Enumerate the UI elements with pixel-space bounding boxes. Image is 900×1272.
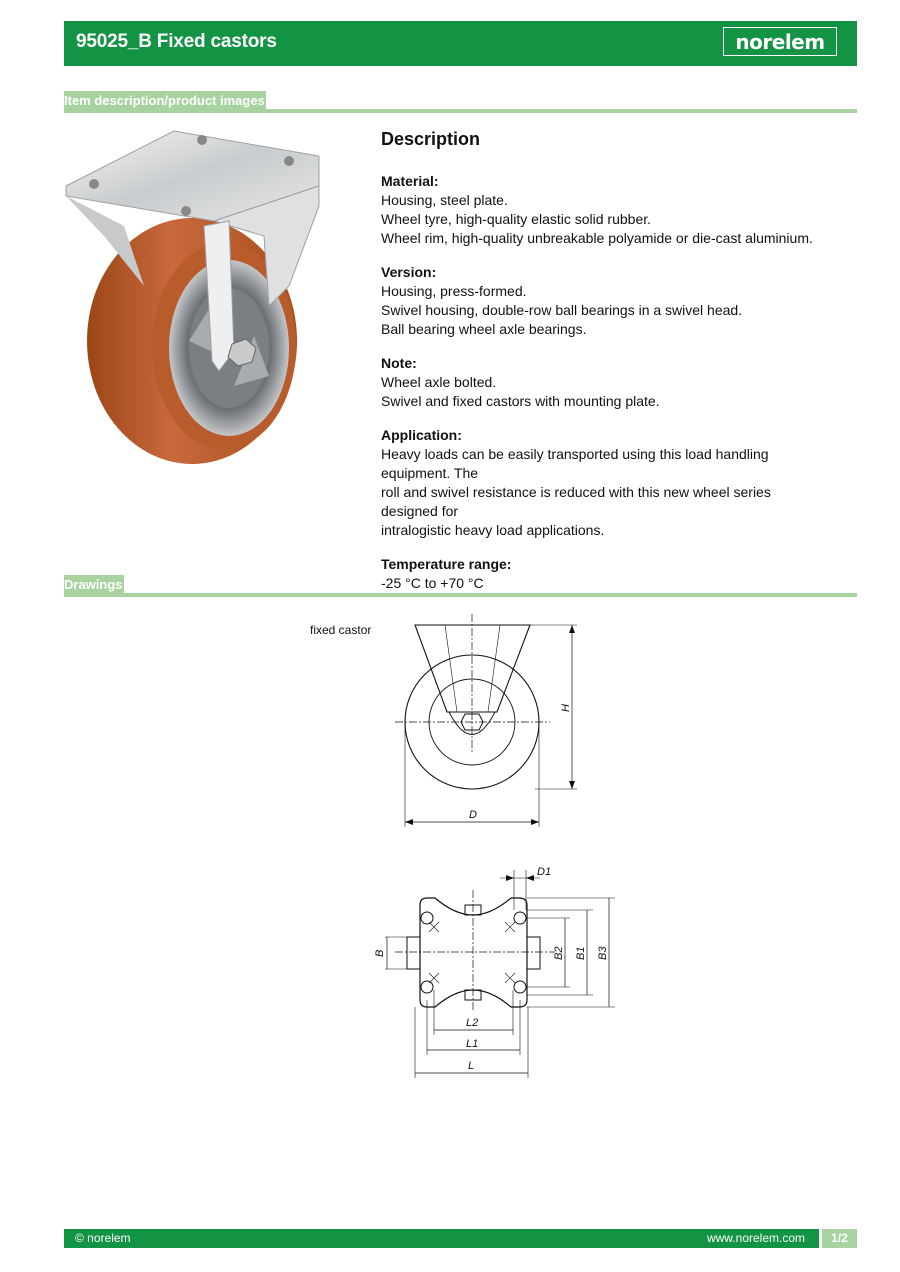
top-view-drawing bbox=[365, 860, 625, 1085]
dim-b1: B1 bbox=[575, 946, 587, 960]
description-title: Description bbox=[381, 129, 481, 149]
page-number: 1/2 bbox=[819, 1229, 857, 1248]
block-heading: Temperature range: bbox=[381, 556, 512, 572]
dim-h: H bbox=[560, 704, 572, 712]
section-divider bbox=[64, 593, 857, 597]
product-image bbox=[64, 126, 334, 471]
dim-d: D bbox=[469, 809, 477, 821]
block-line: Ball bearing wheel axle bearings. bbox=[381, 321, 587, 337]
plate-outline bbox=[420, 898, 527, 1007]
block-line: -25 °C to +70 °C bbox=[381, 575, 484, 591]
website-link[interactable]: www.norelem.com bbox=[706, 1231, 805, 1245]
block-line: Wheel axle bolted. bbox=[381, 374, 497, 390]
block-heading: Version: bbox=[381, 264, 437, 280]
logo-text: norelem bbox=[735, 29, 825, 54]
block-line: Housing, press-formed. bbox=[381, 283, 527, 299]
material-block bbox=[381, 172, 831, 248]
block-heading: Material: bbox=[381, 173, 439, 189]
block-line: Housing, steel plate. bbox=[381, 192, 508, 208]
header-bar bbox=[64, 21, 857, 66]
copyright: © norelem bbox=[75, 1231, 131, 1245]
bolt-hole bbox=[421, 912, 433, 924]
block-line: intralogistic heavy load applications. bbox=[381, 522, 605, 538]
dim-l: L bbox=[468, 1060, 475, 1072]
dim-d1: D1 bbox=[537, 866, 552, 878]
version-block bbox=[381, 263, 831, 339]
dim-b: B bbox=[374, 949, 386, 957]
block-line: Swivel and fixed castors with mounting plate. bbox=[381, 393, 660, 409]
application-block bbox=[381, 426, 831, 540]
side-view-drawing bbox=[385, 612, 595, 832]
block-heading: Application: bbox=[381, 427, 462, 443]
dim-b2: B2 bbox=[553, 946, 565, 960]
dim-b3: B3 bbox=[597, 946, 609, 960]
bolt-hole bbox=[421, 981, 433, 993]
block-line: roll and swivel resistance is reduced with this new wheel series designed for bbox=[381, 484, 771, 519]
temperature-block bbox=[381, 555, 831, 593]
footer-bar bbox=[64, 1229, 857, 1248]
block-line: Wheel tyre, high-quality elastic solid rubber. bbox=[381, 211, 652, 227]
block-line: Wheel rim, high-quality unbreakable polyamide or die-cast aluminium. bbox=[381, 230, 813, 246]
note-block bbox=[381, 354, 831, 411]
page-title: 95025_B Fixed castors bbox=[76, 31, 277, 52]
block-heading: Note: bbox=[381, 355, 417, 371]
section-heading-drawings: Drawings bbox=[64, 577, 123, 592]
block-line: Swivel housing, double-row ball bearings in a swivel head. bbox=[381, 302, 743, 318]
dim-l1: L1 bbox=[466, 1038, 479, 1050]
block-line: Heavy loads can be easily transported using this load handling equipment. The bbox=[381, 446, 769, 481]
bolt-hole bbox=[514, 981, 526, 993]
norelem-logo bbox=[723, 27, 837, 56]
bolt-hole bbox=[514, 912, 526, 924]
section-heading-item-description: Item description/product images bbox=[64, 93, 265, 108]
drawing-caption: fixed castor bbox=[310, 623, 372, 637]
dim-l2: L2 bbox=[466, 1017, 479, 1029]
description-panel bbox=[381, 128, 831, 608]
